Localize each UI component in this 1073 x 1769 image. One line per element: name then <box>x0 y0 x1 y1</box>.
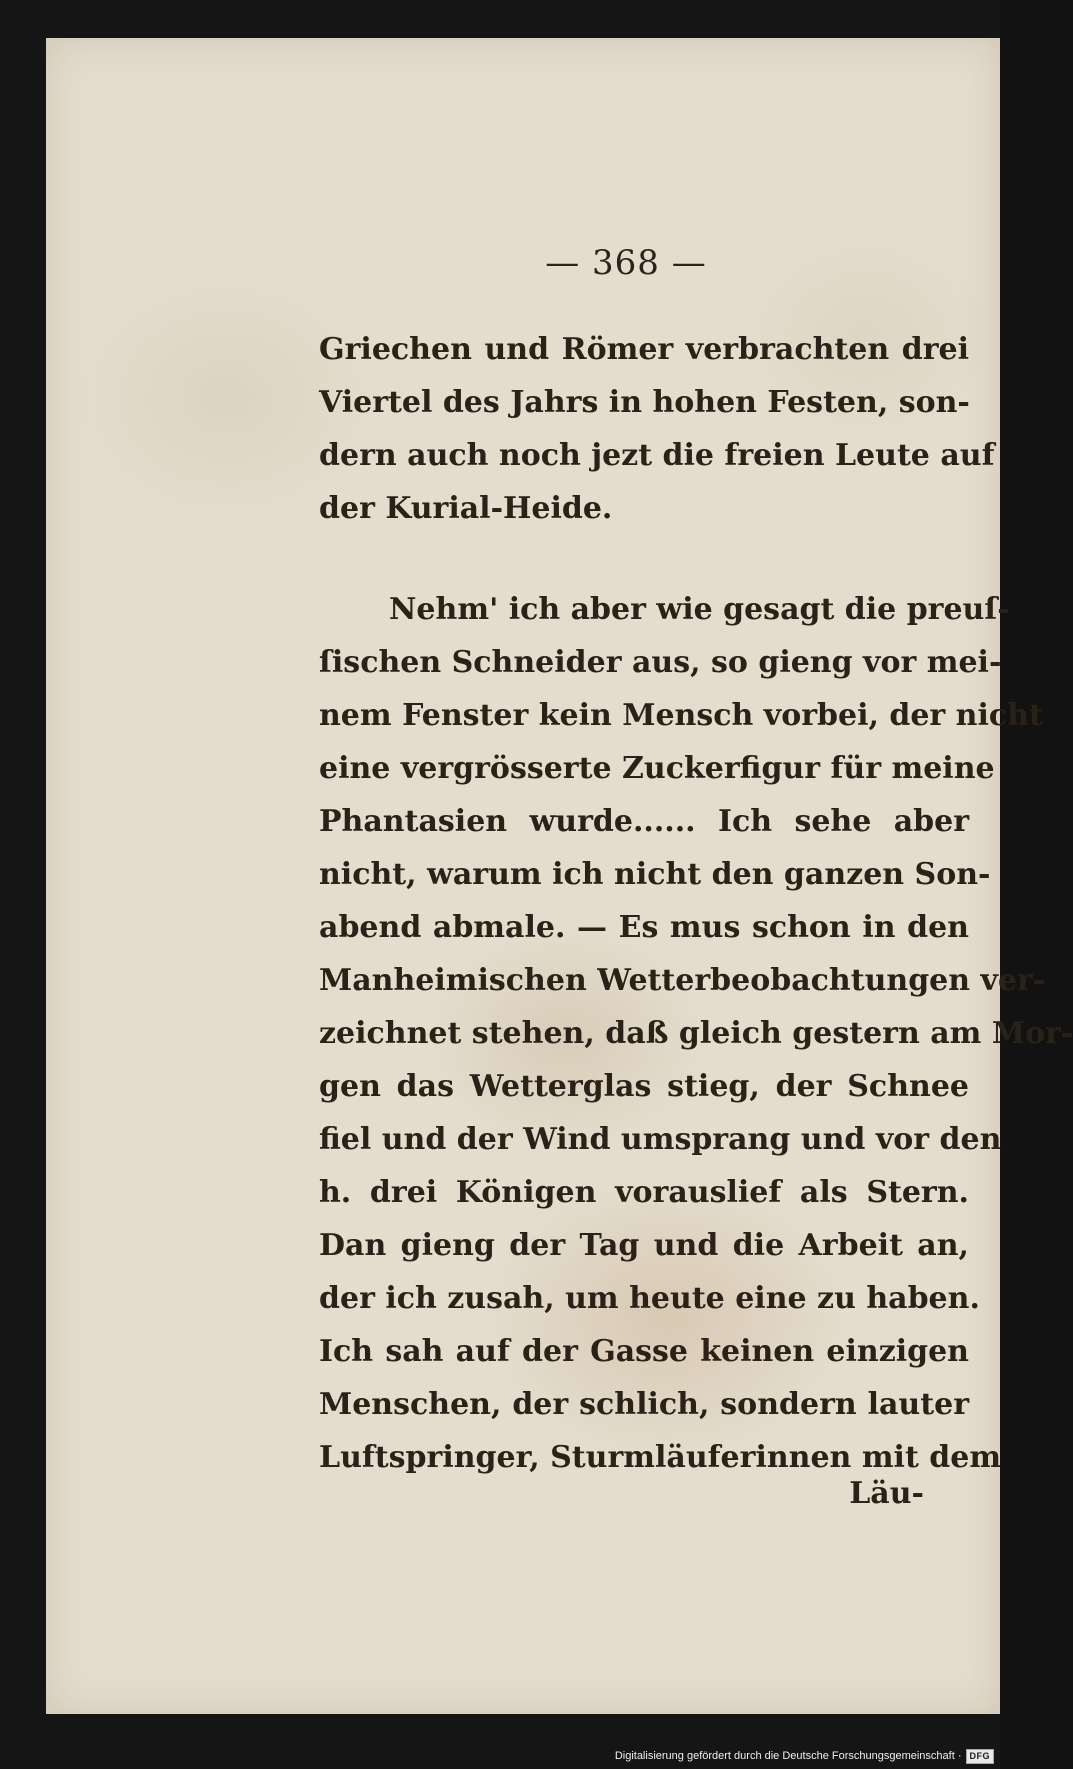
text-block <box>319 323 1073 1484</box>
text-line: fiel und der Wind umsprang und vor den <box>319 1122 1002 1157</box>
text-line: Luftspringer, Sturmläuferinnen mit dem <box>319 1440 1002 1475</box>
page-number: — 368 — <box>545 243 707 283</box>
text-line: Manheimischen Wetterbeobachtungen ver- <box>319 963 1046 998</box>
text-line: der Kurial-Heide. <box>319 491 613 526</box>
text-line: Menschen, der schlich, sondern lauter <box>319 1387 969 1422</box>
text-line: h. drei Königen vorauslief als Stern. <box>319 1175 969 1210</box>
text-line: gen das Wetterglas stieg, der Schnee <box>319 1069 969 1104</box>
text-line: nicht, warum ich nicht den ganzen Son- <box>319 857 991 892</box>
digitization-credit <box>615 1746 994 1766</box>
text-line: der ich zusah, um heute eine zu haben. <box>319 1281 980 1316</box>
book-page <box>46 38 1073 1714</box>
text-line: Viertel des Jahrs in hohen Festen, son- <box>319 385 970 420</box>
catchword: Läu- <box>849 1476 924 1511</box>
paragraph-gap <box>319 535 969 583</box>
text-line: Griechen und Römer verbrachten drei <box>319 332 969 367</box>
text-line: ſischen Schneider aus, so gieng vor mei- <box>319 645 1002 680</box>
text-line: abend abmale. — Es mus schon in den <box>319 910 969 945</box>
text-line: Phantasien wurde...... Ich sehe aber <box>319 804 969 839</box>
credit-text: Digitalisierung gefördert durch die Deutsche Forschungsgemeinschaft · <box>614 1750 962 1762</box>
dfg-logo-icon: DFG <box>966 1749 995 1764</box>
text-line: Ich sah auf der Gasse keinen einzigen <box>319 1334 969 1369</box>
text-line: eine vergrösserte Zuckerfigur für meine <box>319 751 995 786</box>
text-line: nem Fenster kein Mensch vorbei, der nicht <box>319 698 1043 733</box>
text-line: dern auch noch jezt die freien Leute auf <box>319 438 995 473</box>
text-line: zeichnet stehen, daß gleich gestern am Mor- <box>319 1016 1073 1051</box>
text-line: Dan gieng der Tag und die Arbeit an, <box>319 1228 969 1263</box>
text-line: Nehm' ich aber wie gesagt die preuſ- <box>389 592 1010 627</box>
